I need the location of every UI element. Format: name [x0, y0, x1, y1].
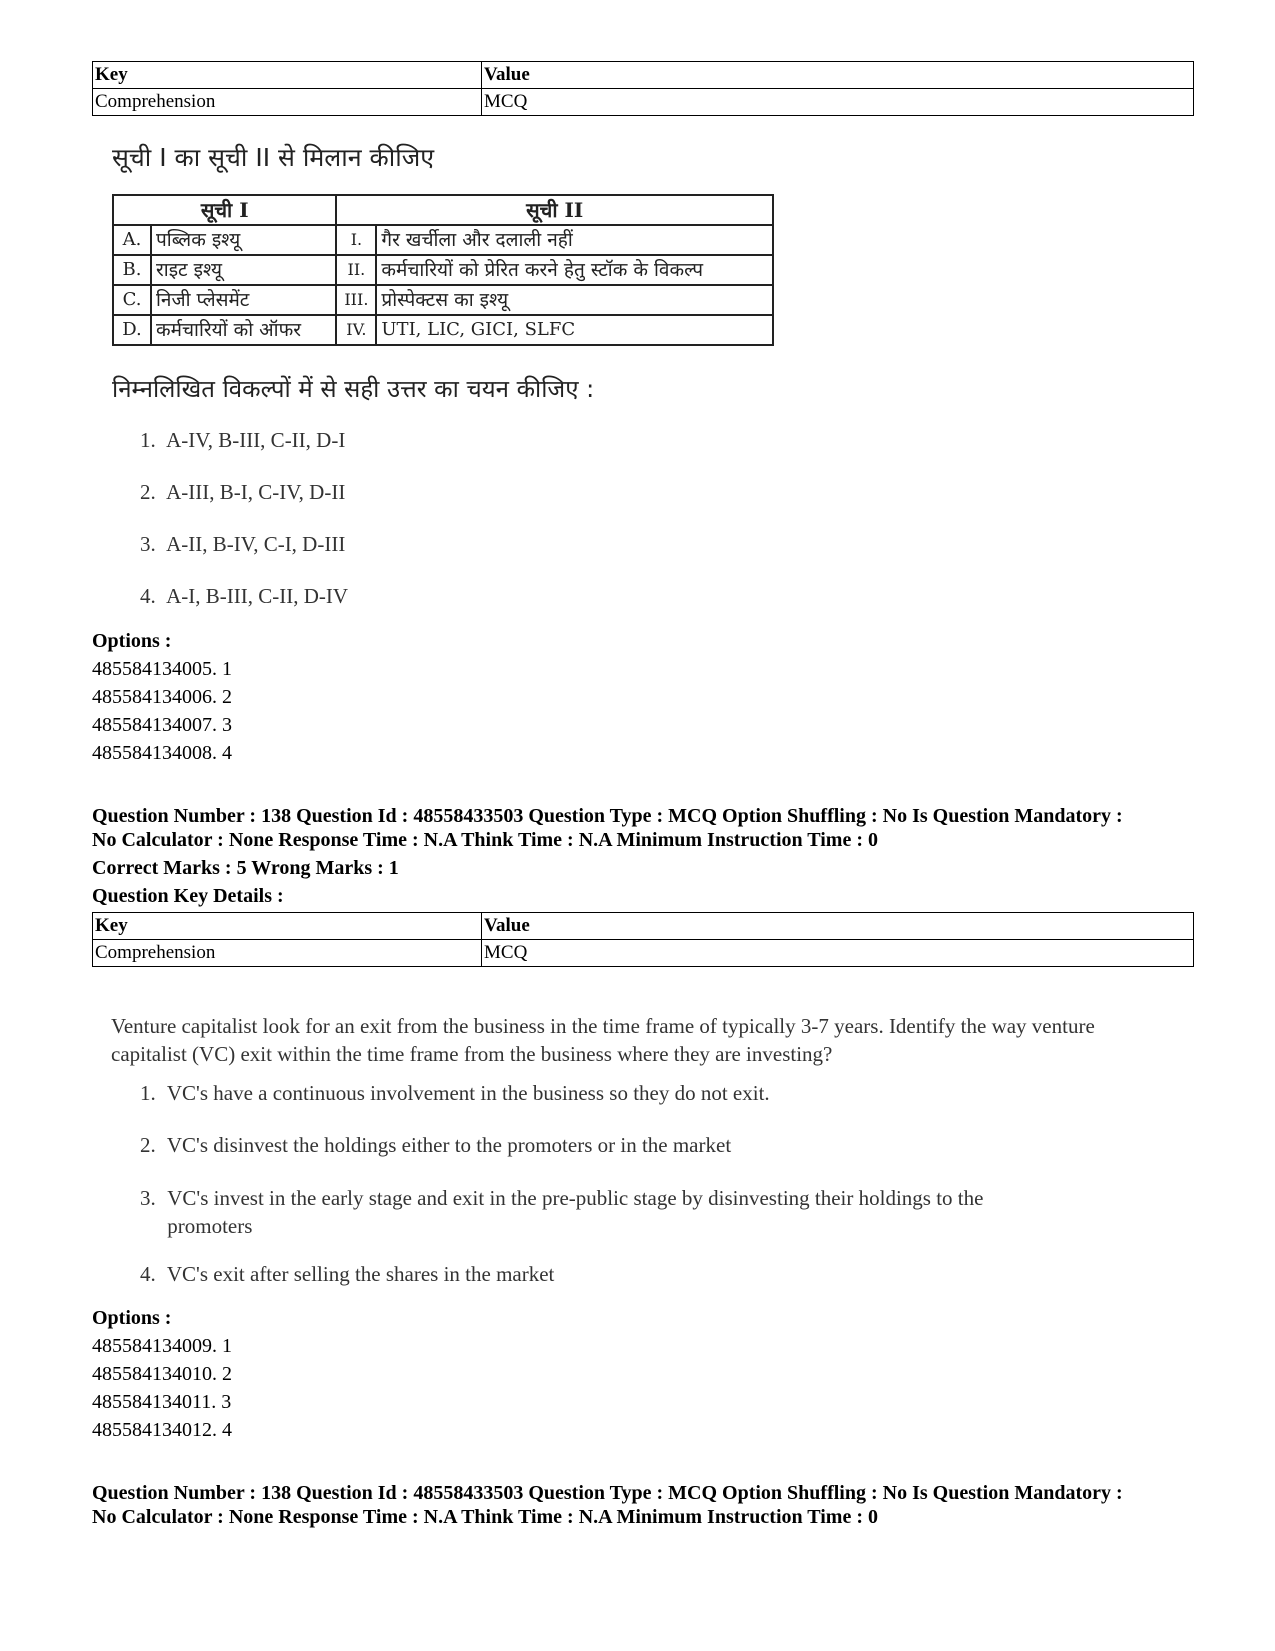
- key-header-cell: Key: [93, 913, 482, 940]
- key-cell: Comprehension: [93, 940, 482, 967]
- choice-text: VC's have a continuous involvement in the business so they do not exit.: [166, 1081, 770, 1105]
- list-1-item: निजी प्लेसमेंट: [151, 285, 336, 315]
- option-id: 485584134006. 2: [92, 686, 232, 708]
- key-header-cell: Key: [93, 62, 482, 89]
- option-id: 485584134007. 3: [92, 714, 232, 736]
- choice-number: 4.: [140, 1262, 156, 1286]
- question-key-details-label: Question Key Details :: [92, 885, 284, 907]
- match-table-header: [113, 195, 773, 225]
- choice-number: 3.: [140, 532, 156, 556]
- question-meta-line2: No Calculator : None Response Time : N.A Think Time : N.A Minimum Instruction Time : 0: [92, 829, 878, 851]
- roman-numeral: III.: [336, 285, 376, 315]
- row-label: B.: [113, 255, 151, 285]
- key-table-row: [93, 89, 1194, 116]
- option-id: 485584134005. 1: [92, 658, 232, 680]
- list-1-item: पब्लिक इश्यू: [151, 225, 336, 255]
- match-prompt: सूची I का सूची II से मिलान कीजिए: [112, 143, 435, 172]
- choice-text: A-II, B-IV, C-I, D-III: [166, 532, 346, 556]
- choice-item: [140, 584, 348, 609]
- key-table-row: [93, 940, 1194, 967]
- list-1-header: सूची I: [113, 195, 336, 225]
- choose-prompt: निम्नलिखित विकल्पों में से सही उत्तर का चयन कीजिए :: [112, 375, 595, 403]
- option-id: 485584134009. 1: [92, 1335, 232, 1357]
- list-2-header: सूची II: [336, 195, 773, 225]
- option-id: 485584134011. 3: [92, 1391, 232, 1413]
- row-label: A.: [113, 225, 151, 255]
- choice-text: VC's disinvest the holdings either to the promoters or in the market: [166, 1133, 732, 1157]
- key-table-header: [93, 913, 1194, 940]
- choice-item: [140, 428, 345, 453]
- value-cell: MCQ: [482, 89, 1194, 116]
- question-key-table-top: [92, 61, 1194, 116]
- value-cell: MCQ: [482, 940, 1194, 967]
- match-row: [113, 255, 773, 285]
- roman-numeral: I.: [336, 225, 376, 255]
- match-row: [113, 315, 773, 345]
- match-row: [113, 225, 773, 255]
- list-1-item: राइट इश्यू: [151, 255, 336, 285]
- question-meta-line2: No Calculator : None Response Time : N.A Think Time : N.A Minimum Instruction Time : 0: [92, 1506, 878, 1528]
- list-2-item: गैर खर्चीला और दलाली नहीं: [376, 225, 773, 255]
- list-1-item: कर्मचारियों को ऑफर: [151, 315, 336, 345]
- choice-text: A-I, B-III, C-II, D-IV: [166, 584, 349, 608]
- choice-text: A-III, B-I, C-IV, D-II: [166, 480, 346, 504]
- choice-item: [140, 1133, 731, 1158]
- choice-text: A-IV, B-III, C-II, D-I: [166, 428, 346, 452]
- choice-number: 1.: [140, 428, 156, 452]
- question-meta-line1: Question Number : 138 Question Id : 48558433503 Question Type : MCQ Option Shuffling : No Is Question Mandatory :: [92, 1482, 1123, 1504]
- list-2-item: UTI, LIC, GICI, SLFC: [376, 315, 773, 345]
- list-2-item: प्रोस्पेक्टस का इश्यू: [376, 285, 773, 315]
- choice-number: 4.: [140, 584, 156, 608]
- choice-text: VC's exit after selling the shares in the market: [166, 1262, 555, 1286]
- choice-text: VC's invest in the early stage and exit in the pre-public stage by disinvesting their holdings to the promoters: [167, 1186, 984, 1238]
- choice-item: [140, 532, 345, 557]
- row-label: D.: [113, 315, 151, 345]
- key-cell: Comprehension: [93, 89, 482, 116]
- question-key-table-mid: [92, 912, 1194, 967]
- option-id: 485584134012. 4: [92, 1419, 232, 1441]
- question-text: Venture capitalist look for an exit from the business in the time frame of typically 3-7 years. Identify the way venture capitalist (VC) exit within the time frame from the business where they are investing?: [111, 1014, 1095, 1066]
- value-header-cell: Value: [482, 62, 1194, 89]
- choice-item: [140, 480, 345, 505]
- question-marks: Correct Marks : 5 Wrong Marks : 1: [92, 857, 399, 879]
- question-meta-line1: Question Number : 138 Question Id : 48558433503 Question Type : MCQ Option Shuffling : No Is Question Mandatory :: [92, 805, 1123, 827]
- choice-number: 2.: [140, 480, 156, 504]
- value-header-cell: Value: [482, 913, 1194, 940]
- option-id: 485584134010. 2: [92, 1363, 232, 1385]
- option-id: 485584134008. 4: [92, 742, 232, 764]
- choice-item: [140, 1184, 1070, 1240]
- key-table-header: [93, 62, 1194, 89]
- options-label: Options :: [92, 630, 172, 652]
- choice-number: 1.: [140, 1081, 156, 1105]
- row-label: C.: [113, 285, 151, 315]
- match-table: [112, 194, 774, 346]
- roman-numeral: IV.: [336, 315, 376, 345]
- choice-number: 2.: [140, 1133, 156, 1157]
- choice-number: 3.: [140, 1186, 156, 1210]
- list-2-item: कर्मचारियों को प्रेरित करने हेतु स्टॉक के विकल्प: [376, 255, 773, 285]
- roman-numeral: II.: [336, 255, 376, 285]
- match-row: [113, 285, 773, 315]
- options-label: Options :: [92, 1307, 172, 1329]
- choice-item: [140, 1262, 554, 1287]
- choice-item: [140, 1081, 770, 1106]
